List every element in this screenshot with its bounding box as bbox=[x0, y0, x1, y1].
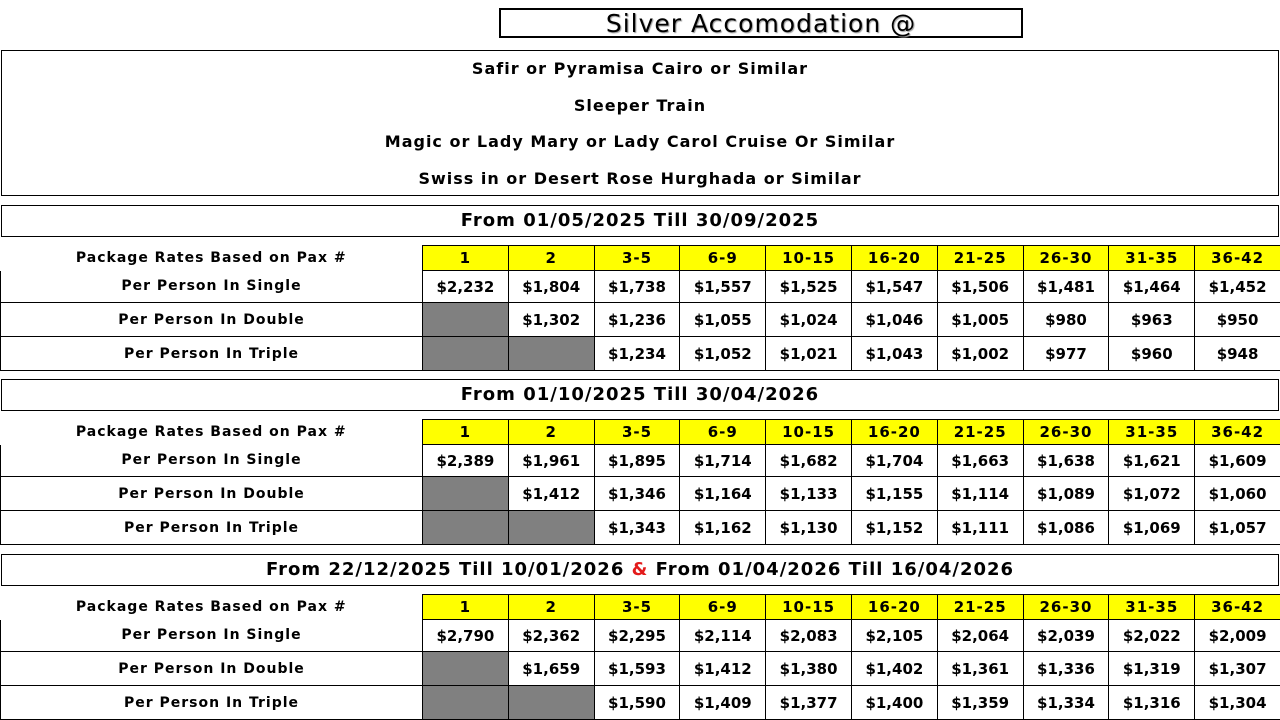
pax-group-header: 31-35 bbox=[1109, 420, 1195, 445]
rate-row-double bbox=[1, 477, 1280, 511]
rates-table-period-2 bbox=[0, 419, 1280, 545]
price-cell: $1,052 bbox=[680, 337, 766, 371]
price-cell: $2,114 bbox=[680, 620, 766, 652]
price-cell: $1,316 bbox=[1109, 686, 1195, 720]
rate-row-single bbox=[1, 620, 1280, 652]
price-cell: $1,402 bbox=[851, 652, 937, 686]
price-cell: $2,083 bbox=[766, 620, 852, 652]
unavailable-cell bbox=[423, 337, 509, 371]
header-label: Package Rates Based on Pax # bbox=[75, 424, 347, 440]
price-cell: $1,412 bbox=[680, 652, 766, 686]
pax-group-header: 36-42 bbox=[1195, 595, 1280, 620]
price-cell: $948 bbox=[1195, 337, 1280, 371]
rate-row-triple bbox=[1, 337, 1280, 371]
rates-table-period-3 bbox=[0, 594, 1280, 720]
price-cell: $1,961 bbox=[508, 445, 594, 477]
pax-group-header: 10-15 bbox=[766, 420, 852, 445]
row-label: Per Person In Single bbox=[1, 271, 423, 303]
price-cell: $1,236 bbox=[594, 303, 680, 337]
pax-group-header: 2 bbox=[508, 246, 594, 271]
unavailable-cell bbox=[423, 477, 509, 511]
header-row bbox=[1, 420, 1280, 445]
header-row bbox=[1, 246, 1280, 271]
pax-group-header: 1 bbox=[423, 595, 509, 620]
pax-group-header: 26-30 bbox=[1023, 420, 1109, 445]
price-cell: $1,114 bbox=[937, 477, 1023, 511]
price-cell: $1,738 bbox=[594, 271, 680, 303]
price-cell: $1,409 bbox=[680, 686, 766, 720]
period-1-title: From 01/05/2025 Till 30/09/2025 bbox=[1, 205, 1279, 237]
pax-group-header: 31-35 bbox=[1109, 246, 1195, 271]
price-cell: $1,714 bbox=[680, 445, 766, 477]
rate-row-single bbox=[1, 271, 1280, 303]
unavailable-cell bbox=[508, 511, 594, 545]
period-3-title-part2: From 01/04/2026 Till 16/04/2026 bbox=[655, 559, 1015, 580]
price-cell: $1,307 bbox=[1195, 652, 1280, 686]
price-cell: $1,804 bbox=[508, 271, 594, 303]
price-cell: $1,055 bbox=[680, 303, 766, 337]
price-cell: $1,133 bbox=[766, 477, 852, 511]
price-cell: $1,005 bbox=[937, 303, 1023, 337]
price-cell: $1,547 bbox=[851, 271, 937, 303]
price-cell: $1,682 bbox=[766, 445, 852, 477]
price-cell: $1,412 bbox=[508, 477, 594, 511]
rates-table-period-1 bbox=[0, 245, 1280, 371]
unavailable-cell bbox=[423, 652, 509, 686]
price-cell: $1,152 bbox=[851, 511, 937, 545]
pax-group-header: 16-20 bbox=[851, 420, 937, 445]
price-cell: $1,659 bbox=[508, 652, 594, 686]
price-cell: $1,043 bbox=[851, 337, 937, 371]
pax-group-header: 3-5 bbox=[594, 420, 680, 445]
price-cell: $1,002 bbox=[937, 337, 1023, 371]
unavailable-cell bbox=[423, 511, 509, 545]
price-cell: $963 bbox=[1109, 303, 1195, 337]
pax-group-header: 26-30 bbox=[1023, 246, 1109, 271]
price-cell: $1,377 bbox=[766, 686, 852, 720]
price-cell: $1,057 bbox=[1195, 511, 1280, 545]
pax-group-header: 16-20 bbox=[851, 595, 937, 620]
header-label: Package Rates Based on Pax # bbox=[75, 599, 347, 615]
price-cell: $2,389 bbox=[423, 445, 509, 477]
page-title: Silver Accomodation @ bbox=[499, 8, 1023, 38]
pax-group-header: 26-30 bbox=[1023, 595, 1109, 620]
pax-group-header: 10-15 bbox=[766, 246, 852, 271]
pax-group-header: 21-25 bbox=[937, 595, 1023, 620]
period-3-title-part1: From 22/12/2025 Till 10/01/2026 bbox=[265, 559, 625, 580]
price-cell: $1,452 bbox=[1195, 271, 1280, 303]
price-cell: $2,039 bbox=[1023, 620, 1109, 652]
unavailable-cell bbox=[423, 303, 509, 337]
price-cell: $1,089 bbox=[1023, 477, 1109, 511]
row-label: Per Person In Triple bbox=[1, 511, 423, 545]
unavailable-cell bbox=[508, 337, 594, 371]
pax-group-header: 2 bbox=[508, 420, 594, 445]
price-cell: $1,155 bbox=[851, 477, 937, 511]
pax-group-header: 10-15 bbox=[766, 595, 852, 620]
ampersand: & bbox=[631, 559, 649, 580]
price-cell: $2,362 bbox=[508, 620, 594, 652]
price-cell: $1,609 bbox=[1195, 445, 1280, 477]
price-cell: $2,790 bbox=[423, 620, 509, 652]
hotel-cruise: Magic or Lady Mary or Lady Carol Cruise Or Similar bbox=[384, 132, 896, 151]
pax-group-header: 3-5 bbox=[594, 246, 680, 271]
pax-group-header: 1 bbox=[423, 420, 509, 445]
rate-row-double bbox=[1, 652, 1280, 686]
header-label: Package Rates Based on Pax # bbox=[75, 250, 347, 266]
price-cell: $1,359 bbox=[937, 686, 1023, 720]
price-cell: $1,060 bbox=[1195, 477, 1280, 511]
pax-group-header: 6-9 bbox=[680, 595, 766, 620]
price-cell: $1,481 bbox=[1023, 271, 1109, 303]
price-cell: $1,304 bbox=[1195, 686, 1280, 720]
price-cell: $977 bbox=[1023, 337, 1109, 371]
row-label: Per Person In Double bbox=[1, 477, 423, 511]
rate-row-double bbox=[1, 303, 1280, 337]
price-cell: $1,319 bbox=[1109, 652, 1195, 686]
pax-group-header: 16-20 bbox=[851, 246, 937, 271]
hotel-train: Sleeper Train bbox=[573, 96, 707, 115]
pax-group-header: 21-25 bbox=[937, 420, 1023, 445]
price-cell: $2,232 bbox=[423, 271, 509, 303]
price-cell: $1,021 bbox=[766, 337, 852, 371]
price-cell: $950 bbox=[1195, 303, 1280, 337]
hotel-hurghada: Swiss in or Desert Rose Hurghada or Similar bbox=[418, 169, 862, 188]
pax-group-header: 6-9 bbox=[680, 246, 766, 271]
pax-group-header: 1 bbox=[423, 246, 509, 271]
price-cell: $1,046 bbox=[851, 303, 937, 337]
price-cell: $960 bbox=[1109, 337, 1195, 371]
pax-group-header: 6-9 bbox=[680, 420, 766, 445]
rate-row-triple bbox=[1, 511, 1280, 545]
price-cell: $1,557 bbox=[680, 271, 766, 303]
pax-group-header: 2 bbox=[508, 595, 594, 620]
price-cell: $1,334 bbox=[1023, 686, 1109, 720]
unavailable-cell bbox=[423, 686, 509, 720]
pax-group-header: 21-25 bbox=[937, 246, 1023, 271]
price-cell: $1,663 bbox=[937, 445, 1023, 477]
period-3-title bbox=[1, 554, 1279, 586]
price-cell: $1,621 bbox=[1109, 445, 1195, 477]
rate-row-triple bbox=[1, 686, 1280, 720]
price-cell: $1,234 bbox=[594, 337, 680, 371]
price-cell: $2,064 bbox=[937, 620, 1023, 652]
price-cell: $2,105 bbox=[851, 620, 937, 652]
price-cell: $1,346 bbox=[594, 477, 680, 511]
price-cell: $1,506 bbox=[937, 271, 1023, 303]
hotel-cairo: Safir or Pyramisa Cairo or Similar bbox=[471, 59, 809, 78]
price-cell: $1,464 bbox=[1109, 271, 1195, 303]
row-label: Per Person In Triple bbox=[1, 686, 423, 720]
price-cell: $1,302 bbox=[508, 303, 594, 337]
price-cell: $1,336 bbox=[1023, 652, 1109, 686]
price-cell: $1,704 bbox=[851, 445, 937, 477]
period-2-title: From 01/10/2025 Till 30/04/2026 bbox=[1, 379, 1279, 411]
row-label: Per Person In Single bbox=[1, 445, 423, 477]
rate-row-single bbox=[1, 445, 1280, 477]
price-cell: $2,009 bbox=[1195, 620, 1280, 652]
pax-group-header: 36-42 bbox=[1195, 420, 1280, 445]
price-cell: $1,072 bbox=[1109, 477, 1195, 511]
header-row bbox=[1, 595, 1280, 620]
price-cell: $1,024 bbox=[766, 303, 852, 337]
price-cell: $1,130 bbox=[766, 511, 852, 545]
price-cell: $2,295 bbox=[594, 620, 680, 652]
row-label: Per Person In Double bbox=[1, 303, 423, 337]
price-cell: $1,525 bbox=[766, 271, 852, 303]
pax-group-header: 31-35 bbox=[1109, 595, 1195, 620]
price-cell: $2,022 bbox=[1109, 620, 1195, 652]
price-cell: $1,380 bbox=[766, 652, 852, 686]
price-cell: $1,111 bbox=[937, 511, 1023, 545]
price-cell: $1,343 bbox=[594, 511, 680, 545]
price-cell: $980 bbox=[1023, 303, 1109, 337]
unavailable-cell bbox=[508, 686, 594, 720]
row-label: Per Person In Single bbox=[1, 620, 423, 652]
price-cell: $1,086 bbox=[1023, 511, 1109, 545]
price-cell: $1,638 bbox=[1023, 445, 1109, 477]
price-cell: $1,400 bbox=[851, 686, 937, 720]
accommodation-list bbox=[1, 50, 1279, 196]
price-cell: $1,162 bbox=[680, 511, 766, 545]
price-cell: $1,164 bbox=[680, 477, 766, 511]
row-label: Per Person In Double bbox=[1, 652, 423, 686]
price-cell: $1,361 bbox=[937, 652, 1023, 686]
price-cell: $1,069 bbox=[1109, 511, 1195, 545]
price-cell: $1,593 bbox=[594, 652, 680, 686]
row-label: Per Person In Triple bbox=[1, 337, 423, 371]
pax-group-header: 36-42 bbox=[1195, 246, 1280, 271]
pax-group-header: 3-5 bbox=[594, 595, 680, 620]
price-cell: $1,590 bbox=[594, 686, 680, 720]
price-cell: $1,895 bbox=[594, 445, 680, 477]
